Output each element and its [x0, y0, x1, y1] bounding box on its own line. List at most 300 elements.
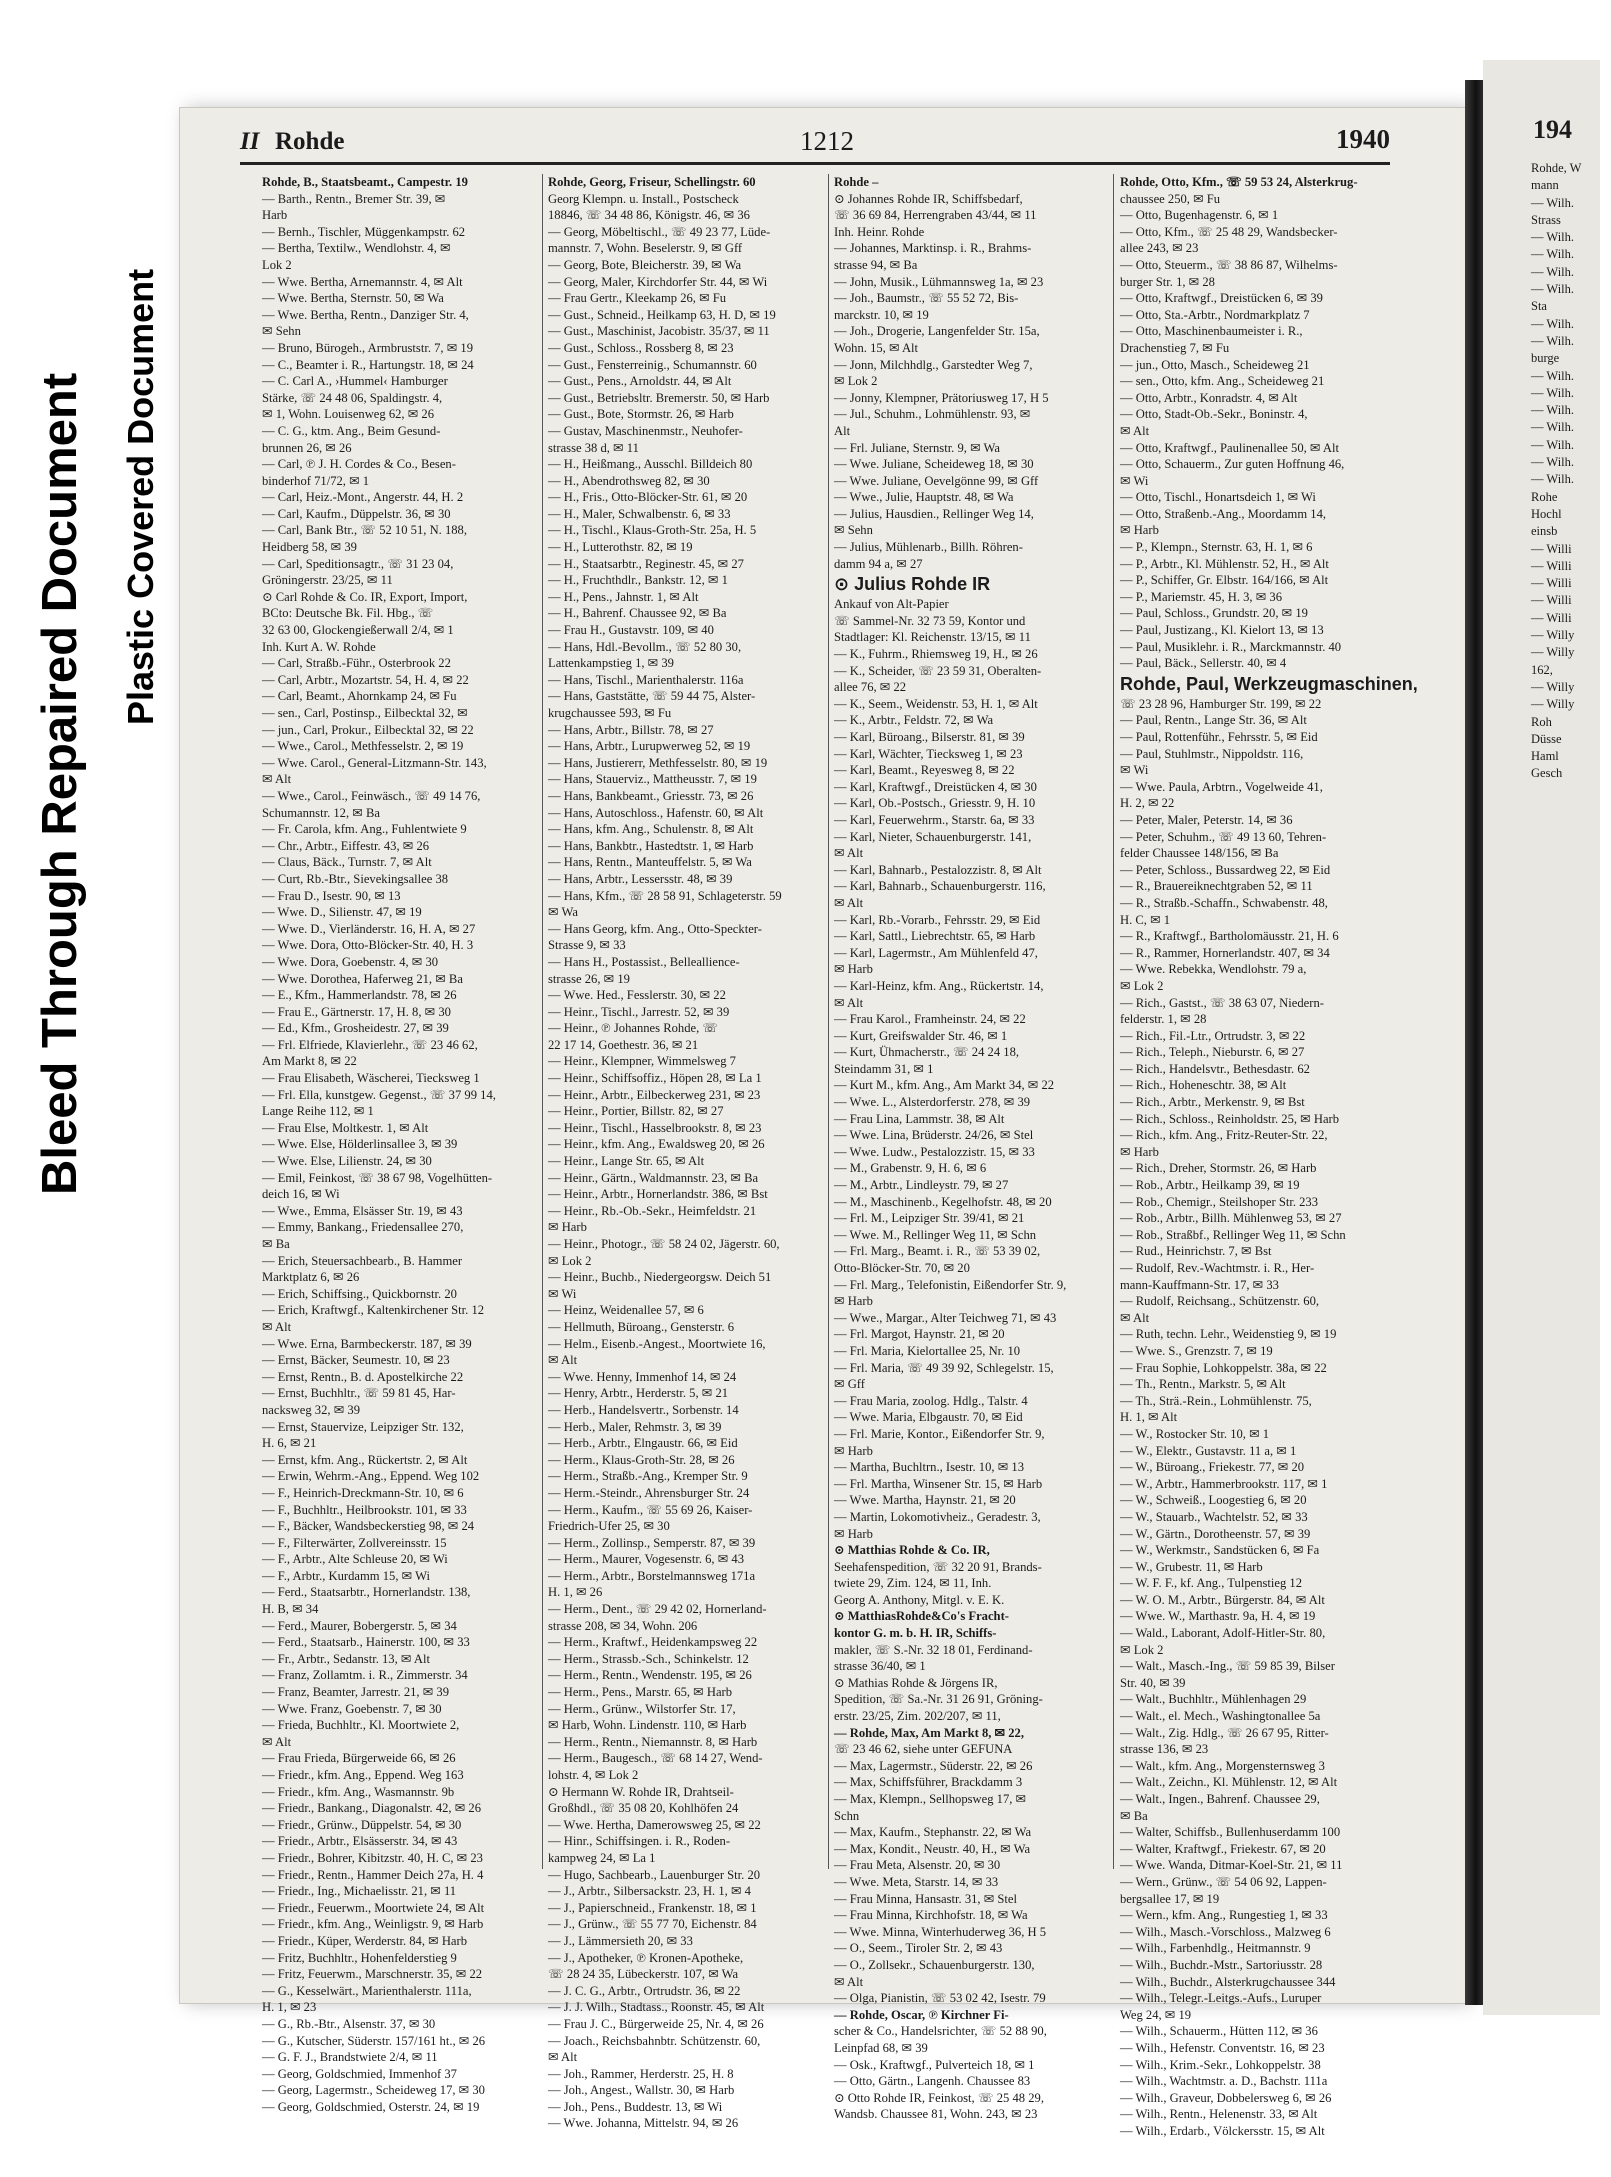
adjacent-page-line: mann	[1531, 178, 1559, 193]
directory-entry: ✉ Sehn	[262, 324, 301, 339]
directory-entry: — Otto, Sta.-Arbtr., Nordmarkplatz 7	[1120, 307, 1310, 322]
directory-entry: — Ferd., Maurer, Bobergerstr. 5, ✉ 34	[262, 1618, 457, 1633]
directory-entry: — Frl. Marg., Beamt. i. R., ☏ 53 39 02,	[834, 1244, 1041, 1259]
directory-entry: — K., Scheider, ☏ 23 59 31, Oberalten-	[834, 663, 1042, 678]
directory-entry: — Frl. Marg., Telefonistin, Eißendorfer Str. 9,	[834, 1277, 1067, 1292]
directory-entry: ✉ Harb	[1120, 523, 1159, 538]
directory-entry: scher & Co., Handelsrichter, ☏ 52 88 90,	[834, 2024, 1047, 2039]
directory-entry: — Ernst, Bäcker, Seumestr. 10, ✉ 23	[262, 1353, 450, 1368]
directory-entry: burger Str. 1, ✉ 28	[1120, 274, 1215, 289]
directory-entry: Otto-Blöcker-Str. 70, ✉ 20	[834, 1261, 970, 1275]
directory-entry: — Wwe. Dora, Otto-Blöcker-Str. 40, H. 3	[262, 938, 474, 953]
directory-entry: strasse 26, ✉ 19	[548, 971, 630, 986]
directory-entry: — Fritz, Buchhltr., Hohenfelderstieg 9	[262, 1950, 457, 1965]
directory-entry: — Wwe. Juliane, Scheideweg 18, ✉ 30	[834, 457, 1034, 472]
directory-entry: Lange Reihe 112, ✉ 1	[262, 1104, 374, 1119]
directory-entry: ✉ Alt	[834, 1974, 864, 1989]
directory-entry: — Otto, Kfm., ☏ 25 48 29, Wandsbecker-	[1120, 224, 1338, 239]
directory-entry: — G., Rb.-Btr., Alsenstr. 37, ✉ 30	[262, 2016, 436, 2031]
directory-entry: — Wwe. Maria, Elbgaustr. 70, ✉ Eid	[834, 1410, 1023, 1425]
directory-entry: — Frau Maria, zoolog. Hdlg., Talstr. 4	[834, 1393, 1028, 1408]
directory-entry: Ankauf von Alt-Papier	[834, 597, 949, 612]
directory-entry: — Wwe. Franz, Goebenstr. 7, ✉ 30	[262, 1701, 442, 1716]
directory-entry: — Carl, ℗ J. H. Cordes & Co., Besen-	[262, 457, 456, 472]
directory-entry: mann-Kauffmann-Str. 17, ✉ 33	[1120, 1277, 1279, 1292]
directory-entry: — Joh., Angest., Wallstr. 30, ✉ Harb	[548, 2083, 735, 2098]
directory-entry: — Herb., Arbtr., Elngaustr. 66, ✉ Eid	[548, 1436, 738, 1451]
adjacent-page-line: — Wilh.	[1531, 437, 1575, 452]
directory-entry: — H., Bahrenf. Chaussee 92, ✉ Ba	[548, 606, 727, 621]
directory-entry: — Herb., Handelsvertr., Sorbenstr. 14	[548, 1402, 739, 1417]
directory-entry: — O., Zollsekr., Schauenburgerstr. 130,	[834, 1957, 1035, 1972]
directory-entry: — Wwe. Lina, Brüderstr. 24/26, ✉ Stel	[834, 1128, 1034, 1143]
directory-entry: ⊙ Otto Rohde IR, Feinkost, ☏ 25 48 29,	[834, 2090, 1044, 2105]
directory-entry: — Karl, Ob.-Postsch., Griesstr. 9, H. 10	[834, 796, 1036, 811]
directory-entry: — Hans, Autoschloss., Hafenstr. 60, ✉ Alt	[548, 805, 764, 820]
directory-entry: — Wwe., Carol., Feinwäsch., ☏ 49 14 76,	[262, 788, 481, 803]
directory-entry: — Georg, Bote, Bleicherstr. 39, ✉ Wa	[548, 257, 742, 272]
directory-entry: ✉ Alt	[262, 772, 292, 787]
directory-entry: — Friedr., Ing., Michaelisstr. 21, ✉ 11	[262, 1884, 457, 1899]
directory-entry: ✉ Harb	[1120, 1144, 1159, 1159]
directory-entry: ✉ Harb	[548, 1220, 587, 1235]
directory-entry: — Hans, Tischl., Marienthalerstr. 116a	[548, 672, 744, 687]
directory-entry: — W., Stauarb., Wachtelstr. 52, ✉ 33	[1120, 1509, 1308, 1524]
directory-entry: — Wwe. Carol., General-Litzmann-Str. 143,	[262, 755, 487, 770]
directory-entry: — Martha, Buchltrn., Isestr. 10, ✉ 13	[834, 1460, 1024, 1475]
directory-entry: — Herm., Rentn., Wendenstr. 195, ✉ 26	[548, 1668, 752, 1683]
directory-entry: — Kurt, Greifswalder Str. 46, ✉ 1	[834, 1028, 1008, 1043]
directory-entry: — Hans, Bankbeamt., Griesstr. 73, ✉ 26	[548, 788, 754, 803]
directory-entry: — Wwe. D., Vierländerstr. 16, H. A, ✉ 27	[262, 921, 476, 936]
directory-entry: — Wilh., Wachtmstr. a. D., Bachstr. 111a	[1120, 2074, 1328, 2089]
directory-entry: — Max, Schiffsführer, Brackdamm 3	[834, 1775, 1023, 1790]
directory-entry: Heidberg 58, ✉ 39	[262, 540, 357, 555]
header-rule	[240, 162, 1390, 165]
directory-entry: — Frau Else, Moltkestr. 1, ✉ Alt	[262, 1120, 429, 1135]
directory-entry: — Gust., Schneid., Heilkamp 63, H. D, ✉ 19	[548, 307, 776, 322]
directory-entry: — Otto, Bugenhagenstr. 6, ✉ 1	[1120, 208, 1279, 223]
directory-entry: Rohde –	[834, 175, 879, 189]
directory-entry: — Ernst, Rentn., B. d. Apostelkirche 22	[262, 1369, 464, 1384]
directory-entry: Leinpfad 68, ✉ 39	[834, 2040, 928, 2055]
directory-entry: — Max, Klempn., Sellhopsweg 17, ✉	[834, 1792, 1027, 1806]
directory-entry: ☏ 23 46 62, siehe unter GEFUNA	[834, 1742, 1013, 1757]
directory-entry: — Joach., Reichsbahnbtr. Schützenstr. 60,	[548, 2033, 761, 2048]
directory-entry: strasse 94, ✉ Ba	[834, 257, 918, 272]
directory-entry: — Martin, Lokomotivheiz., Geradestr. 3,	[834, 1509, 1041, 1524]
directory-entry: — Friedr., Bankang., Diagonalstr. 42, ✉ 26	[262, 1801, 482, 1816]
directory-entry: felder Chaussee 148/156, ✉ Ba	[1120, 846, 1279, 861]
directory-entry: — Franz, Zollamtm. i. R., Zimmerstr. 34	[262, 1668, 468, 1683]
directory-entry: — Carl, Heiz.-Mont., Angerstr. 44, H. 2	[262, 490, 464, 505]
directory-entry: — Olga, Pianistin, ☏ 53 02 42, Isestr. 79	[834, 1991, 1046, 2006]
directory-entry: — W., Schweiß., Loogestieg 6, ✉ 20	[1120, 1493, 1307, 1508]
directory-entry: — F., Heinrich-Dreckmann-Str. 10, ✉ 6	[262, 1485, 464, 1500]
directory-entry: — Franz, Beamter, Jarrestr. 21, ✉ 39	[262, 1685, 450, 1700]
directory-entry: — Herm., Kaufm., ☏ 55 69 26, Kaiser-	[548, 1502, 753, 1517]
directory-entry: — Wwe. Dorothea, Haferweg 21, ✉ Ba	[262, 971, 463, 986]
directory-entry: — W. F. F., kf. Ang., Tulpenstieg 12	[1120, 1576, 1303, 1591]
directory-entry: — Wilh., Erdarb., Völckersstr. 15, ✉ Alt	[1120, 2123, 1325, 2138]
directory-entry: — Kurt, Ühmacherstr., ☏ 24 24 18,	[834, 1045, 1020, 1060]
directory-entry: — Gust., Betriebsltr. Bremerstr. 50, ✉ Harb	[548, 390, 770, 405]
directory-entry: mannstr. 7, Wohn. Beselerstr. 9, ✉ Gff	[548, 241, 743, 256]
directory-entry: brunnen 26, ✉ 26	[262, 440, 352, 455]
directory-entry: — W., Grubestr. 11, ✉ Harb	[1120, 1559, 1263, 1574]
directory-entry: — Frl. M., Leipziger Str. 39/41, ✉ 21	[834, 1211, 1025, 1226]
directory-entry: — Heinr., Gärtn., Waldmannstr. 23, ✉ Ba	[548, 1170, 759, 1185]
directory-entry: Großhdl., ☏ 35 08 20, Kohlhöfen 24	[548, 1801, 739, 1816]
directory-entry: — G. F. J., Brandstwiete 2/4, ✉ 11	[262, 2050, 438, 2065]
directory-entry: — Herm., Rentn., Niemannstr. 8, ✉ Harb	[548, 1734, 758, 1749]
directory-entry: — Paul, Justizang., Kl. Kielort 13, ✉ 13	[1120, 623, 1324, 638]
directory-entry: — Wwe. Johanna, Mittelstr. 94, ✉ 26	[548, 2116, 739, 2131]
directory-entry: — R., Rammer, Hornerlandstr. 407, ✉ 34	[1120, 945, 1330, 960]
adjacent-page-line: — Wilh.	[1531, 472, 1575, 487]
directory-entry: — Georg, Goldschmied, Immenhof 37	[262, 2066, 457, 2081]
directory-entry: — W., Werkmstr., Sandstücken 6, ✉ Fa	[1120, 1543, 1320, 1558]
directory-entry: — Herm., Zollinsp., Semperstr. 87, ✉ 39	[548, 1535, 756, 1550]
directory-entry: — Frl. Juliane, Sternstr. 9, ✉ Wa	[834, 440, 1001, 455]
directory-entry: — Max, Lagermstr., Süderstr. 22, ✉ 26	[834, 1758, 1033, 1773]
directory-entry: — Frau Karol., Framheinstr. 24, ✉ 22	[834, 1012, 1026, 1027]
directory-entry: — Wilh., Rentn., Helenenstr. 33, ✉ Alt	[1120, 2107, 1318, 2122]
directory-entry: — Julius, Hausdien., Rellinger Weg 14,	[834, 506, 1034, 521]
directory-entry: — M., Arbtr., Lindleystr. 79, ✉ 27	[834, 1178, 1009, 1193]
directory-entry: Seehafenspedition, ☏ 32 20 91, Brands-	[834, 1559, 1042, 1574]
directory-entry: — H., Tischl., Klaus-Groth-Str. 25a, H. 5	[548, 523, 757, 538]
directory-entry: — Joh., Rammer, Herderstr. 25, H. 8	[548, 2066, 734, 2081]
directory-entry: — Otto, Steuerm., ☏ 38 86 87, Wilhelms-	[1120, 257, 1338, 272]
directory-entry: — Heinr., Schiffsoffiz., Höpen 28, ✉ La 1	[548, 1071, 762, 1086]
directory-entry: — O., Seem., Tiroler Str. 2, ✉ 43	[834, 1941, 1003, 1956]
directory-entry: — G., Kesselwärt., Marienthalerstr. 111a,	[262, 1983, 472, 1998]
directory-entry: — Karl-Heinz, kfm. Ang., Rückertstr. 14,	[834, 978, 1044, 993]
adjacent-page-line: — Wilh.	[1531, 455, 1575, 470]
directory-entry: — Ferd., Staatsarbtr., Hornerlandstr. 138,	[262, 1585, 471, 1600]
directory-entry: ✉ Harb	[834, 1294, 873, 1309]
directory-entry: — Friedr., kfm. Ang., Eppend. Weg 163	[262, 1768, 464, 1782]
directory-entry: — P., Arbtr., Kl. Mühlenstr. 52, H., ✉ Alt	[1120, 556, 1329, 571]
directory-entry: ✉ Alt	[834, 995, 864, 1010]
directory-entry: binderhof 71/72, ✉ 1	[262, 473, 370, 488]
directory-entry: — Frl. Margot, Haynstr. 21, ✉ 20	[834, 1327, 1005, 1342]
directory-entry: — M., Grabenstr. 9, H. 6, ✉ 6	[834, 1161, 987, 1176]
directory-entry: — Heinr., Arbtr., Hornerlandstr. 386, ✉ Bst	[548, 1187, 768, 1202]
directory-entry: — Wilh., Buchdr., Alsterkrugchaussee 344	[1120, 1974, 1336, 1989]
directory-entry: Rohde, B., Staatsbeamt., Campestr. 19	[262, 175, 468, 189]
directory-entry: — C. Carl A., ›Hummel‹ Hamburger	[262, 374, 448, 389]
directory-entry: ✉ Ba	[262, 1237, 290, 1251]
directory-entry: Wohn. 15, ✉ Alt	[834, 340, 919, 355]
directory-entry: — Hans, Arbtr., Lessersstr. 48, ✉ 39	[548, 871, 733, 886]
directory-entry: — Friedr., Feuerwm., Moortwiete 24, ✉ Alt	[262, 1900, 485, 1915]
directory-entry: — Ed., Kfm., Grosheidestr. 27, ✉ 39	[262, 1021, 449, 1036]
adjacent-page-line: — Willi	[1531, 541, 1572, 556]
directory-entry: ✉ Alt	[548, 1353, 578, 1368]
directory-entry: — Hans, Arbtr., Lurupwerweg 52, ✉ 19	[548, 739, 751, 754]
directory-entry: — Fritz, Feuerwm., Marschnerstr. 35, ✉ 22	[262, 1967, 483, 1982]
directory-entry: — Rudolf, Rev.-Wachtmstr. i. R., Her-	[1120, 1261, 1315, 1275]
directory-entry: — Herm.-Steindr., Ahrensburger Str. 24	[548, 1485, 750, 1500]
directory-entry: — Otto, Schauerm., Zur guten Hoffnung 46,	[1120, 457, 1345, 472]
directory-entry: ✉ Harb	[834, 962, 873, 977]
directory-entry: — W., Gärtn., Dorotheenstr. 57, ✉ 39	[1120, 1526, 1311, 1541]
directory-entry: ✉ Alt	[834, 895, 864, 910]
directory-entry: — Wwe. Ludw., Pestalozzistr. 15, ✉ 33	[834, 1144, 1035, 1159]
directory-entry: Gröningerstr. 23/25, ✉ 11	[262, 573, 393, 588]
directory-entry: — Bertha, Textilw., Wendlohstr. 4, ✉	[262, 241, 451, 256]
directory-entry: — Rob., Straßbf., Rellinger Weg 11, ✉ Schn	[1120, 1227, 1346, 1242]
directory-entry: — Carl, Straßb.-Führ., Osterbrook 22	[262, 656, 451, 671]
directory-entry: Am Markt 8, ✉ 22	[262, 1054, 357, 1069]
directory-entry: — Walt., Masch.-Ing., ☏ 59 85 39, Bilser	[1120, 1659, 1335, 1674]
directory-entry: — Heinr., Portier, Billstr. 82, ✉ 27	[548, 1104, 724, 1119]
directory-entry: — Wwe. Juliane, Oevelgönne 99, ✉ Gff	[834, 473, 1039, 488]
adjacent-page-line: — Willy	[1531, 628, 1575, 643]
directory-entry: — Walt., Zig. Hdlg., ☏ 26 67 95, Ritter-	[1120, 1725, 1329, 1740]
directory-entry: — Wwe. Henny, Immenhof 14, ✉ 24	[548, 1369, 737, 1384]
directory-entry: Spedition, ☏ Sa.-Nr. 31 26 91, Gröning-	[834, 1692, 1043, 1707]
directory-entry: — Heinr., Tischl., Hasselbrookstr. 8, ✉ 23	[548, 1120, 762, 1135]
directory-entry: — Joh., Drogerie, Langenfelder Str. 15a,	[834, 324, 1040, 339]
directory-entry: — Jonn, Milchhdlg., Garstedter Weg 7,	[834, 357, 1033, 372]
directory-entry: — F., Filterwärter, Zollvereinsstr. 15	[262, 1535, 447, 1550]
directory-entry: — Wilh., Hefenstr. Conventstr. 16, ✉ 23	[1120, 2040, 1325, 2055]
directory-entry: — sen., Otto, kfm. Ang., Scheideweg 21	[1120, 374, 1325, 389]
directory-entry: Inh. Heinr. Rohde	[834, 224, 925, 239]
directory-entry: kampweg 24, ✉ La 1	[548, 1850, 656, 1865]
directory-entry: Stadtlager: Kl. Reichenstr. 13/15, ✉ 11	[834, 630, 1031, 645]
directory-entry: — Frl. Ella, kunstgew. Gegenst., ☏ 37 99 14,	[262, 1087, 496, 1102]
directory-entry: — J. J. Wilh., Stadtass., Roonstr. 45, ✉ Alt	[548, 2000, 765, 2015]
adjacent-page-line: Gesch	[1531, 766, 1563, 781]
directory-entry: ✉ Wa	[548, 905, 578, 920]
directory-entry: — W., Büroang., Friekestr. 77, ✉ 20	[1120, 1460, 1305, 1475]
directory-entry: Schumannstr. 12, ✉ Ba	[262, 805, 380, 820]
directory-entry: — Rob., Arbtr., Billh. Mühlenweg 53, ✉ 27	[1120, 1211, 1342, 1226]
directory-entry: — R., Brauereiknechtgraben 52, ✉ 11	[1120, 879, 1313, 894]
directory-entry: — Bruno, Bürogeh., Armbruststr. 7, ✉ 19	[262, 340, 473, 355]
directory-entry: — Heinz, Weidenallee 57, ✉ 6	[548, 1303, 704, 1318]
section-number: II	[240, 128, 260, 155]
directory-entry: — Georg, Lagermstr., Scheideweg 17, ✉ 30	[262, 2083, 485, 2098]
directory-entry: — Ernst, Stauervize, Leipziger Str. 132,	[262, 1419, 464, 1434]
adjacent-page-line: Sta	[1531, 299, 1547, 314]
directory-entry: ✉ Lok 2	[1120, 978, 1164, 993]
directory-entry: — F., Arbtr., Kurdamm 15, ✉ Wi	[262, 1568, 430, 1583]
adjacent-page-line: — Wilh.	[1531, 368, 1575, 383]
directory-entry: — H., Fris., Otto-Blöcker-Str. 61, ✉ 20	[548, 490, 748, 505]
directory-entry: — Otto, Tischl., Honartsdeich 1, ✉ Wi	[1120, 490, 1316, 505]
directory-entry: Friedrich-Ufer 25, ✉ 30	[548, 1519, 670, 1534]
directory-entry: ⊙ Hermann W. Rohde IR, Drahtseil-	[548, 1784, 734, 1799]
directory-entry: — Rohde, Oscar, ℗ Kirchner Fi-	[834, 2007, 1009, 2022]
directory-entry: damm 94 a, ✉ 27	[834, 556, 923, 571]
directory-entry: — Wwe. S., Grenzstr. 7, ✉ 19	[1120, 1343, 1273, 1358]
directory-entry: Str. 40, ✉ 39	[1120, 1675, 1186, 1690]
directory-entry: — Paul, Musiklehr. i. R., Marckmannstr. 40	[1120, 639, 1342, 654]
directory-entry: ✉ Alt	[262, 1319, 292, 1334]
directory-entry: — Walter, Kraftwgf., Friekestr. 67, ✉ 20	[1120, 1841, 1326, 1856]
directory-entry: — Hans, Hdl.-Bevollm., ☏ 52 80 30,	[548, 639, 742, 654]
directory-year: 1940	[1336, 124, 1390, 154]
directory-entry: — Hans, kfm. Ang., Schulenstr. 8, ✉ Alt	[548, 822, 754, 837]
adjacent-page-line: — Willi	[1531, 593, 1572, 608]
directory-entry: — Jonny, Klempner, Prätoriusweg 17, H 5	[834, 390, 1049, 405]
directory-entry: marckstr. 10, ✉ 19	[834, 307, 929, 322]
directory-entry: Marktplatz 6, ✉ 26	[262, 1270, 360, 1285]
directory-entry: — R., Straßb.-Schaffn., Schwabenstr. 48,	[1120, 895, 1328, 910]
directory-entry: — Karl, Bahnarb., Pestalozzistr. 8, ✉ Alt	[834, 862, 1042, 877]
adjacent-page-line: — Willy	[1531, 679, 1575, 694]
directory-entry: — M., Maschinenb., Kegelhofstr. 48, ✉ 20	[834, 1194, 1052, 1209]
adjacent-page-line: Düsse	[1531, 731, 1562, 746]
adjacent-page-line: Rohe	[1531, 489, 1558, 504]
directory-entry: — Th., Strä.-Rein., Lohmühlenstr. 75,	[1120, 1393, 1312, 1408]
directory-entry: — Erwin, Wehrm.-Ang., Eppend. Weg 102	[262, 1469, 480, 1484]
adjacent-page-line: burge	[1531, 351, 1560, 366]
directory-entry: — Wilh., Schauerm., Hütten 112, ✉ 36	[1120, 2024, 1318, 2039]
adjacent-page-line: 162,	[1531, 662, 1553, 677]
directory-entry: — Wwe. Rebekka, Wendlohstr. 79 a,	[1120, 962, 1307, 977]
directory-entry: — jun., Otto, Masch., Scheideweg 21	[1120, 357, 1310, 372]
directory-entry: — Carl, Speditionsagtr., ☏ 31 23 04,	[262, 556, 454, 571]
directory-entry: — Kurt M., kfm. Ang., Am Markt 34, ✉ 22	[834, 1078, 1055, 1093]
directory-entry: — Max, Kaufm., Stephanstr. 22, ✉ Wa	[834, 1825, 1032, 1840]
directory-entry: ⊙ Julius Rohde IR	[834, 574, 991, 595]
directory-entry: — Wwe. Hertha, Damerowsweg 25, ✉ 22	[548, 1817, 761, 1832]
directory-entry: H. 1, ✉ 26	[548, 1585, 603, 1600]
directory-entry: — Heinr., Lange Str. 65, ✉ Alt	[548, 1154, 705, 1169]
directory-entry: — Wwe. Minna, Winterhuderweg 36, H 5	[834, 1924, 1047, 1939]
directory-entry: — Erich, Steuersachbearb., B. Hammer	[262, 1253, 463, 1268]
directory-entry: — Paul, Stuhlmstr., Nippoldstr. 116,	[1120, 746, 1304, 761]
directory-entry: ✉ Harb, Wohn. Lindenstr. 110, ✉ Harb	[548, 1718, 747, 1733]
directory-entry: ✉ Harb	[834, 1526, 873, 1541]
directory-entry: — Herm., Pens., Marstr. 65, ✉ Harb	[548, 1685, 733, 1700]
directory-entry: — Herm., Dent., ☏ 29 42 02, Hornerland-	[548, 1602, 767, 1617]
directory-entry: — Hans, Stauerviz., Mattheusstr. 7, ✉ 19	[548, 772, 757, 787]
directory-entry: — Friedr., kfm. Ang., Wasmannstr. 9b	[262, 1784, 455, 1799]
directory-entry: — Wwe. Bertha, Rentn., Danziger Str. 4,	[262, 307, 469, 322]
directory-entry: Georg Klempn. u. Install., Postscheck	[548, 191, 739, 206]
directory-entry: — Frau Lina, Lammstr. 38, ✉ Alt	[834, 1111, 1005, 1126]
directory-entry: — Herm., Strassb.-Sch., Schinkelstr. 12	[548, 1651, 749, 1666]
directory-entry: — Max, Kondit., Neustr. 40, H., ✉ Wa	[834, 1841, 1031, 1856]
directory-entry: — Wwe. Erna, Barmbeckerstr. 187, ✉ 39	[262, 1336, 472, 1351]
directory-entry: — Ernst, Buchhltr., ☏ 59 81 45, Har-	[262, 1386, 456, 1401]
directory-entry: — J., Papierschneid., Frankenstr. 18, ✉ 1	[548, 1900, 757, 1915]
directory-entry: Drachenstieg 7, ✉ Fu	[1120, 340, 1230, 355]
directory-entry: — Hans, Bankbtr., Hastedtstr. 1, ✉ Harb	[548, 838, 754, 853]
directory-column-4	[1120, 174, 1418, 2138]
directory-entry: — W., Rostocker Str. 10, ✉ 1	[1120, 1426, 1270, 1441]
directory-entry: — Karl, Beamt., Reyesweg 8, ✉ 22	[834, 763, 1015, 778]
directory-entry: H. 1, ✉ 23	[262, 2000, 317, 2015]
directory-entry: — Rob., Chemigr., Steilshoper Str. 233	[1120, 1194, 1319, 1209]
directory-entry: — Walt., kfm. Ang., Morgensternsweg 3	[1120, 1758, 1325, 1773]
directory-entry: — Wilh., Graveur, Dobbelersweg 6, ✉ 26	[1120, 2090, 1332, 2105]
adjacent-page-line: — Wilh.	[1531, 420, 1575, 435]
directory-entry: — Johannes, Marktinsp. i. R., Brahms-	[834, 241, 1032, 256]
directory-entry: Stärke, ☏ 24 48 06, Spaldingstr. 4,	[262, 390, 443, 405]
directory-entry: ✉ Harb	[834, 1443, 873, 1458]
directory-entry: — Heinr., Klempner, Wimmelsweg 7	[548, 1054, 736, 1069]
directory-entry: — Heinr., Photogr., ☏ 58 24 02, Jägerstr. 60,	[548, 1237, 780, 1251]
adjacent-page-line: — Wilh.	[1531, 316, 1575, 331]
directory-entry: — Herm., Arbtr., Borstelmannsweg 171a	[548, 1568, 756, 1583]
directory-entry: ⊙ Matthias Rohde & Co. IR,	[834, 1543, 990, 1558]
directory-entry: — Frl. Marie, Kontor., Eißendorfer Str. 9,	[834, 1426, 1045, 1441]
directory-entry: — Karl, Rb.-Vorarb., Fehrsstr. 29, ✉ Eid	[834, 912, 1041, 927]
directory-entry: — Hans, Rentn., Manteuffelstr. 5, ✉ Wa	[548, 855, 752, 870]
directory-entry: — Gust., Pens., Arnoldstr. 44, ✉ Alt	[548, 374, 732, 389]
directory-entry: — J. C. G., Arbtr., Ortrudstr. 36, ✉ 22	[548, 1983, 741, 1998]
directory-entry: — H., Heißmang., Ausschl. Billdeich 80	[548, 457, 753, 472]
directory-entry: — Herm., Maurer, Vogesenstr. 6, ✉ 43	[548, 1552, 745, 1567]
directory-entry: — Hans H., Postassist., Belleallience-	[548, 954, 740, 969]
directory-entry: — jun., Carl, Prokur., Eilbecktal 32, ✉ 22	[262, 722, 474, 737]
directory-entry: — Gust., Schloss., Rossberg 8, ✉ 23	[548, 340, 734, 355]
directory-entry: ✉ Alt	[262, 1734, 292, 1749]
directory-entry: — Rudolf, Reichsang., Schützenstr. 60,	[1120, 1294, 1320, 1309]
directory-entry: Rohde, Georg, Friseur, Schellingstr. 60	[548, 175, 756, 189]
directory-entry: — Wwe., Carol., Methfesselstr. 2, ✉ 19	[262, 739, 464, 754]
directory-entry: — Friedr., Küper, Werderstr. 84, ✉ Harb	[262, 1933, 468, 1948]
directory-entry: — Rich., Schloss., Reinholdstr. 25, ✉ Harb	[1120, 1111, 1340, 1126]
adjacent-page-lines	[1531, 160, 1611, 783]
directory-entry: — Rob., Arbtr., Heilkamp 39, ✉ 19	[1120, 1178, 1300, 1193]
directory-entry: — Rich., kfm. Ang., Fritz-Reuter-Str. 22,	[1120, 1128, 1328, 1143]
directory-column-3	[834, 174, 1112, 2122]
directory-entry: — Hans, Kfm., ☏ 28 58 91, Schlageterstr. 59	[548, 888, 782, 903]
adjacent-page-line: — Willy	[1531, 697, 1575, 712]
directory-entry: — Paul, Rottenführ., Fehrsstr. 5, ✉ Eid	[1120, 730, 1318, 744]
directory-entry: — Wwe. Else, Lilienstr. 24, ✉ 30	[262, 1154, 432, 1169]
directory-entry: erstr. 23/25, Zim. 202/207, ✉ 11,	[834, 1709, 1001, 1724]
directory-entry: — Frau Gertr., Kleekamp 26, ✉ Fu	[548, 291, 727, 306]
directory-entry: ✉ Lok 2	[834, 374, 878, 389]
directory-entry: H. 6, ✉ 21	[262, 1436, 317, 1451]
directory-entry: — Ruth, techn. Lehr., Weidenstieg 9, ✉ 19	[1120, 1327, 1337, 1342]
adjacent-page-line: — Willi	[1531, 576, 1572, 591]
directory-entry: — Gust., Fensterreinig., Schumannstr. 60	[548, 357, 757, 372]
directory-entry: — Karl, Bahnarb., Schauenburgerstr. 116,	[834, 879, 1046, 894]
directory-entry: — Frau Minna, Kirchhofstr. 18, ✉ Wa	[834, 1908, 1028, 1923]
directory-entry: strasse 208, ✉ 34, Wohn. 206	[548, 1618, 698, 1633]
adjacent-page-line: — Willi	[1531, 558, 1572, 573]
directory-entry: — Wwe. Dora, Goebenstr. 4, ✉ 30	[262, 954, 439, 969]
directory-entry: 18846, ☏ 34 48 86, Königstr. 46, ✉ 36	[548, 208, 750, 223]
directory-entry: — Joh., Baumstr., ☏ 55 52 72, Bis-	[834, 291, 1019, 306]
directory-entry: — Otto, Gärtn., Langenh. Chaussee 83	[834, 2074, 1031, 2089]
directory-entry: — Frl. Maria, Kielortallee 25, Nr. 10	[834, 1343, 1021, 1358]
directory-entry: — Jul., Schuhm., Lohmühlenstr. 93, ✉	[834, 407, 1031, 422]
directory-entry: ✉ Gff	[834, 1377, 865, 1392]
directory-entry: — C., Beamter i. R., Hartungstr. 18, ✉ 24	[262, 357, 474, 372]
directory-entry: — Wwe. Martha, Haynstr. 21, ✉ 20	[834, 1493, 1016, 1508]
directory-entry: — Herm., Grünw., Wilstorfer Str. 17,	[548, 1701, 736, 1716]
page-number: 1212	[800, 126, 854, 156]
directory-entry: — G., Kutscher, Süderstr. 157/161 ht., ✉ 26	[262, 2033, 486, 2048]
directory-entry: — F., Bäcker, Wandsbeckerstieg 98, ✉ 24	[262, 1519, 475, 1534]
adjacent-page-line: — Wilh.	[1531, 264, 1575, 279]
directory-entry: — Herm., Klaus-Groth-Str. 28, ✉ 26	[548, 1452, 735, 1467]
directory-entry: krugchaussee 593, ✉ Fu	[548, 706, 672, 720]
directory-entry: ☏ Sammel-Nr. 32 73 59, Kontor und	[834, 613, 1026, 628]
